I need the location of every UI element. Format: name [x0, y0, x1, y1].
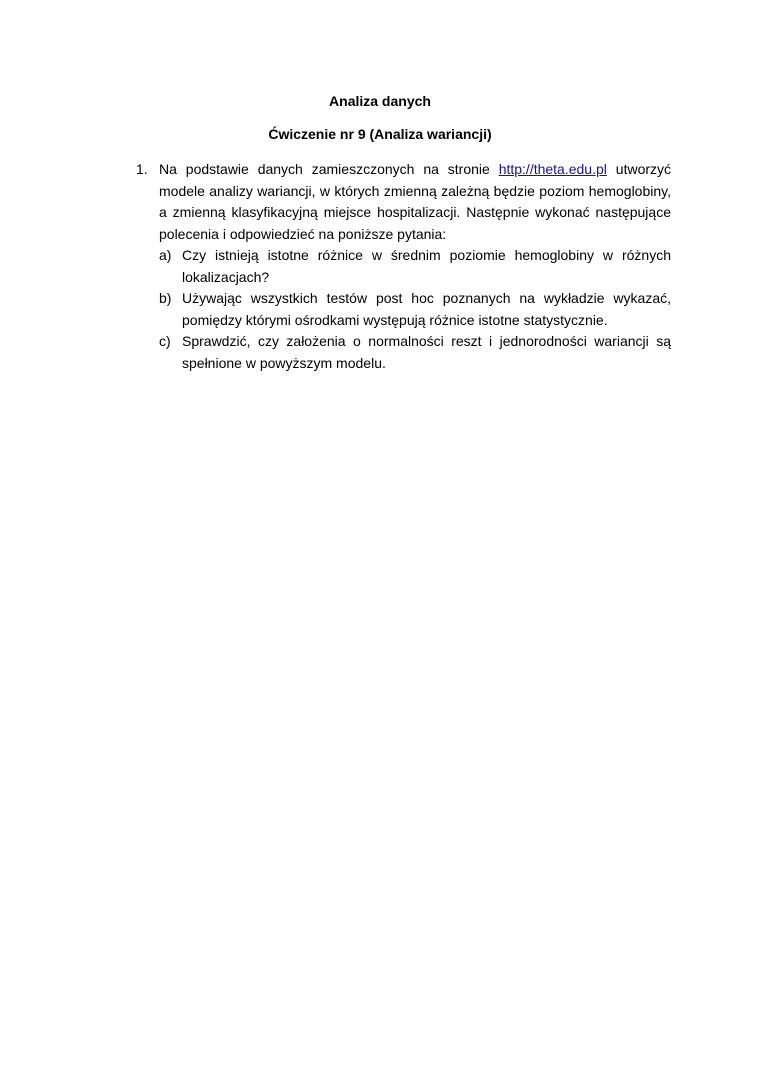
subitem-text: Sprawdzić, czy założenia o normalności reszt i jednorodności wariancji są spełnione w powyższym modelu. — [182, 333, 671, 371]
document-title: Analiza danych — [329, 93, 431, 109]
subitem-text: Czy istnieją istotne różnice w średnim poziomie hemoglobiny w różnych lokalizacjach? — [182, 247, 671, 285]
subitem-b — [159, 288, 671, 331]
exercise-subtitle: Ćwiczenie nr 9 (Analiza wariancji) — [268, 126, 492, 142]
subitem-letter: c) — [159, 333, 171, 349]
task-intro — [159, 159, 671, 245]
subitem-a — [159, 245, 671, 288]
theta-link[interactable]: http://theta.edu.pl — [498, 161, 607, 177]
subitem-c — [159, 331, 671, 374]
task-intro-after-link: utworzyć modele analizy wariancji, w których zmienną zależną będzie poziom hemoglobiny, a zmienną klasyfikacyjną miejsce hospitalizacji. Następnie wykonać następujące polecenia i odpowiedzieć na poniższe pytania: — [159, 161, 672, 242]
task-number: 1. — [136, 161, 148, 177]
subitem-letter: a) — [159, 247, 172, 263]
subitem-text: Używając wszystkich testów post hoc poznanych na wykładzie wykazać, pomiędzy którymi ośrodkami występują różnice istotne statystycznie. — [182, 290, 671, 328]
subitem-list — [159, 245, 671, 374]
task-item — [136, 159, 671, 374]
task-body — [159, 159, 671, 374]
subitem-letter: b) — [159, 290, 172, 306]
task-intro-before-link: Na podstawie danych zamieszczonych na stronie — [159, 161, 490, 177]
